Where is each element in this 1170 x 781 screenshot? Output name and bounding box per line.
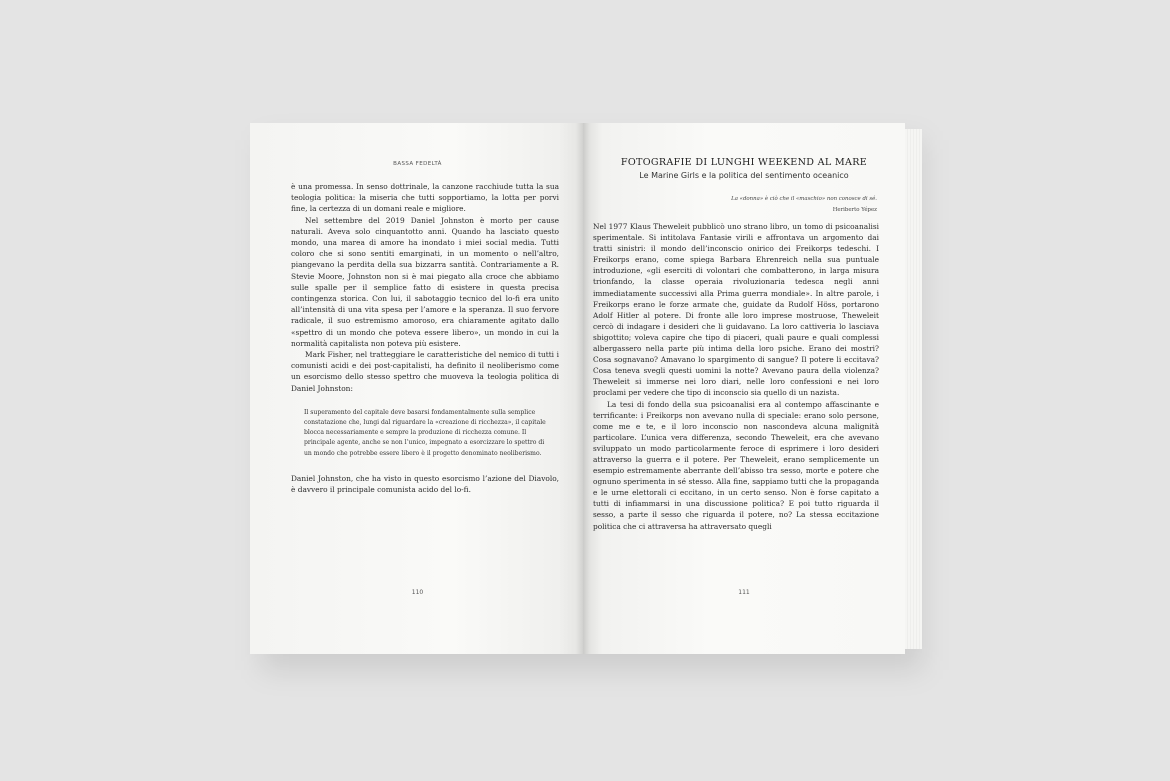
chapter-subtitle: Le Marine Girls e la politica del sentimento oceanico [639, 171, 849, 180]
epigraph [731, 194, 877, 215]
right-page [583, 123, 905, 654]
epigraph-quote: La «donna» è ciò che il «maschio» non conosce di sé. [731, 196, 877, 202]
running-head: BASSA FEDELTÀ [393, 161, 442, 167]
closing-paragraph: Daniel Johnston, che ha visto in questo esorcismo l’azione del Diavolo, è davvero il principale comunista acido del lo-fi. [291, 473, 559, 495]
page-number: 111 [738, 589, 750, 596]
paragraph: Mark Fisher, nel tratteggiare le caratteristiche del nemico di tutti i comunisti acidi e dei post-capitalisti, ha definito il neoliberismo come un esorcismo dello stesso spettro che muoveva la teologia politica di Daniel Johnston: [291, 350, 559, 393]
block-quote: Il superamento del capitale deve basarsi fondamentalmente sulla semplice constatazione che, lungi dal riguardare la «creazione di ricchezza», il capitale blocca necessariamente e sempre la produzione di ricchezza comune. Il principale agente, anche se non l’unico, impegnato a esorcizzare lo spettro di un mondo che potrebbe essere libero è il progetto denominato neoliberismo. [304, 408, 546, 457]
paragraph: Nel 1977 Klaus Theweleit pubblicò uno strano libro, un tomo di psicoanalisi sperimentale. Si intitolava Fantasie virili e affrontava un argomento dai tratti sinistri: il mondo dell’inconscio onirico dei Freikorps tedeschi. I Freikorps erano, come spiega Barbara Ehrenreich nella sua puntuale introduzione, «gli eserciti di volontari che combatterono, in larga misura trionfando, la classe operaia rivoluzionaria tedesca negli anni immediatamente successivi alla Prima guerra mondiale». In altre parole, i Freikorps erano le forze armate che, guidate da Rudolf Höss, portarono Adolf Hitler al potere. Di fronte alle loro imprese mostruose, Theweleit cercò di indagare i desideri che li guidavano. La loro cattiveria lo lasciava sbigottito; voleva capire che tipo di piaceri, quali paure e quali complessi albergassero nella parte più intima della loro psiche. Erano dei mostri? Cosa sognavano? Amavano lo spargimento di sangue? Il potere li eccitava? Cosa teneva svegli questi uomini la notte? Avevano paura della violenza? Theweleit si immerse nei loro diari, nelle loro confessioni e nei loro proclami per vedere che tipo di inconscio sia quello di un nazista. [593, 222, 879, 398]
book-gutter [576, 123, 590, 654]
left-page [250, 123, 585, 654]
open-book [250, 123, 922, 654]
right-page-body [593, 221, 879, 532]
left-page-body [291, 181, 559, 495]
paragraph: è una promessa. In senso dottrinale, la canzone racchiude tutta la sua teologia politica: la miseria che tutti sopportiamo, la lotta per porvi fine, la certezza di un domani reale e migliore. [291, 182, 559, 214]
paragraph: La tesi di fondo della sua psicoanalisi era al contempo affascinante e terrificante: i Freikorps non avevano nulla di speciale: erano solo persone, come me e te, e il loro inconscio non nascondeva alcuna malignità particolare. L’unica vera differenza, secondo Theweleit, era che avevano sviluppato un modo particolarmente feroce di esprimere i loro desideri attraverso la guerra e il potere. Per Theweleit, erano semplicemente un esempio estremamente aberrante dell’abisso tra sesso, morte e potere che ognuno sperimenta in sé stesso. Alla fine, sappiamo tutti che la propaganda e le urne elettorali ci eccitano, in un certo senso. Non è forse capitato a tutti di infiammarsi in una discussione politica? E poi tutto riguarda il sesso, a parte il sesso che riguarda il potere, no? La stessa eccitazione politica che ci attraversa ha attraversato quegli [593, 399, 879, 531]
page-number: 110 [411, 589, 424, 596]
epigraph-author: Heriberto Yépez [832, 206, 877, 213]
paragraph: Nel settembre del 2019 Daniel Johnston è morto per cause naturali. Aveva solo cinquantotto anni. Quando ha lasciato questo mondo, una marea di amore ha inondato i miei social media. Tutti coloro che si sono sentiti emarginati, in un momento o nell’altro, piangevano la perdita della sua bizzarra santità. Contrariamente a R. Stevie Moore, Johnston non si è mai piegato alla croce che abbiamo sulle spalle per il semplice fatto di esistere in questa precisa contingenza storica. Con lui, il sabotaggio tecnico del lo-fi era unito all’intensità di una vita spesa per l’amore e la speranza. Il suo fervore radicale, il suo estremismo amoroso, era chiaramente agitato dallo «spettro di un mondo che poteva essere libero», un mondo in cui la normalità capitalista non poteva più esistere. [291, 215, 559, 348]
page-edges [902, 129, 922, 649]
chapter-title: FOTOGRAFIE DI LUNGHI WEEKEND AL MARE [620, 157, 868, 168]
